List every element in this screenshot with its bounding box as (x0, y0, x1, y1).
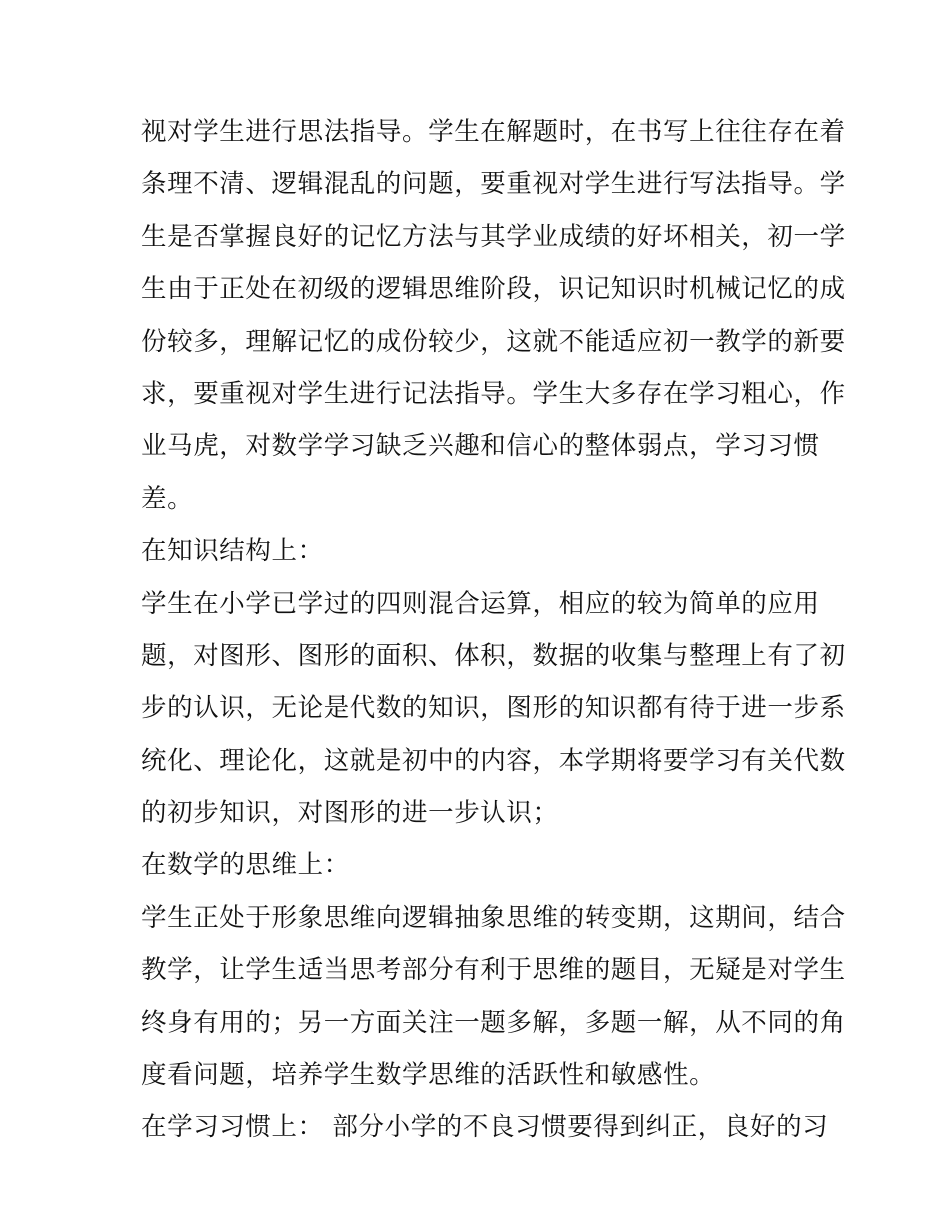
text-line: 求，要重视对学生进行记法指导。学生大多存在学习粗心，作 (141, 378, 846, 409)
text-line: 份较多，理解记忆的成份较少，这就不能适应初一教学的新要 (141, 326, 846, 357)
text-line: 题，对图形、图形的面积、体积，数据的收集与整理上有了初 (141, 640, 846, 671)
section-heading-math-thinking: 在数学的思维上： (141, 850, 350, 881)
text-line: 业马虎，对数学学习缺乏兴趣和信心的整体弱点，学习习惯 (141, 431, 820, 462)
text-line: 视对学生进行思法指导。学生在解题时，在书写上往往存在着 (141, 117, 846, 147)
document-body (141, 106, 846, 1154)
text-line: 统化、理论化，这就是初中的内容，本学期将要学习有关代数 (141, 745, 846, 776)
text-line: 度看问题，培养学生数学思维的活跃性和敏感性。 (141, 1060, 716, 1091)
text-line: 终身有用的；另一方面关注一题多解，多题一解，从不同的角 (141, 1007, 846, 1038)
text-line: 学生在小学已学过的四则混合运算，相应的较为简单的应用 (141, 588, 820, 619)
text-line: 差。 (141, 483, 194, 514)
text-line: 条理不清、逻辑混乱的问题，要重视对学生进行写法指导。学 (141, 169, 846, 200)
text-line: 的初步知识，对图形的进一步认识； (141, 798, 559, 829)
section-heading-knowledge-structure: 在知识结构上： (141, 536, 324, 567)
text-line: 生由于正处在初级的逻辑思维阶段，识记知识时机械记忆的成 (141, 274, 846, 305)
text-line: 教学，让学生适当思考部分有利于思维的题目，无疑是对学生 (141, 955, 846, 986)
text-line: 步的认识，无论是代数的知识，图形的知识都有待于进一步系 (141, 693, 846, 724)
text-line: 生是否掌握良好的记忆方法与其学业成绩的好坏相关，初一学 (141, 221, 846, 252)
text-line: 学生正处于形象思维向逻辑抽象思维的转变期，这期间，结合 (141, 902, 846, 933)
section-heading-study-habits: 在学习习惯上： 部分小学的不良习惯要得到纠正，良好的习 (141, 1112, 829, 1143)
